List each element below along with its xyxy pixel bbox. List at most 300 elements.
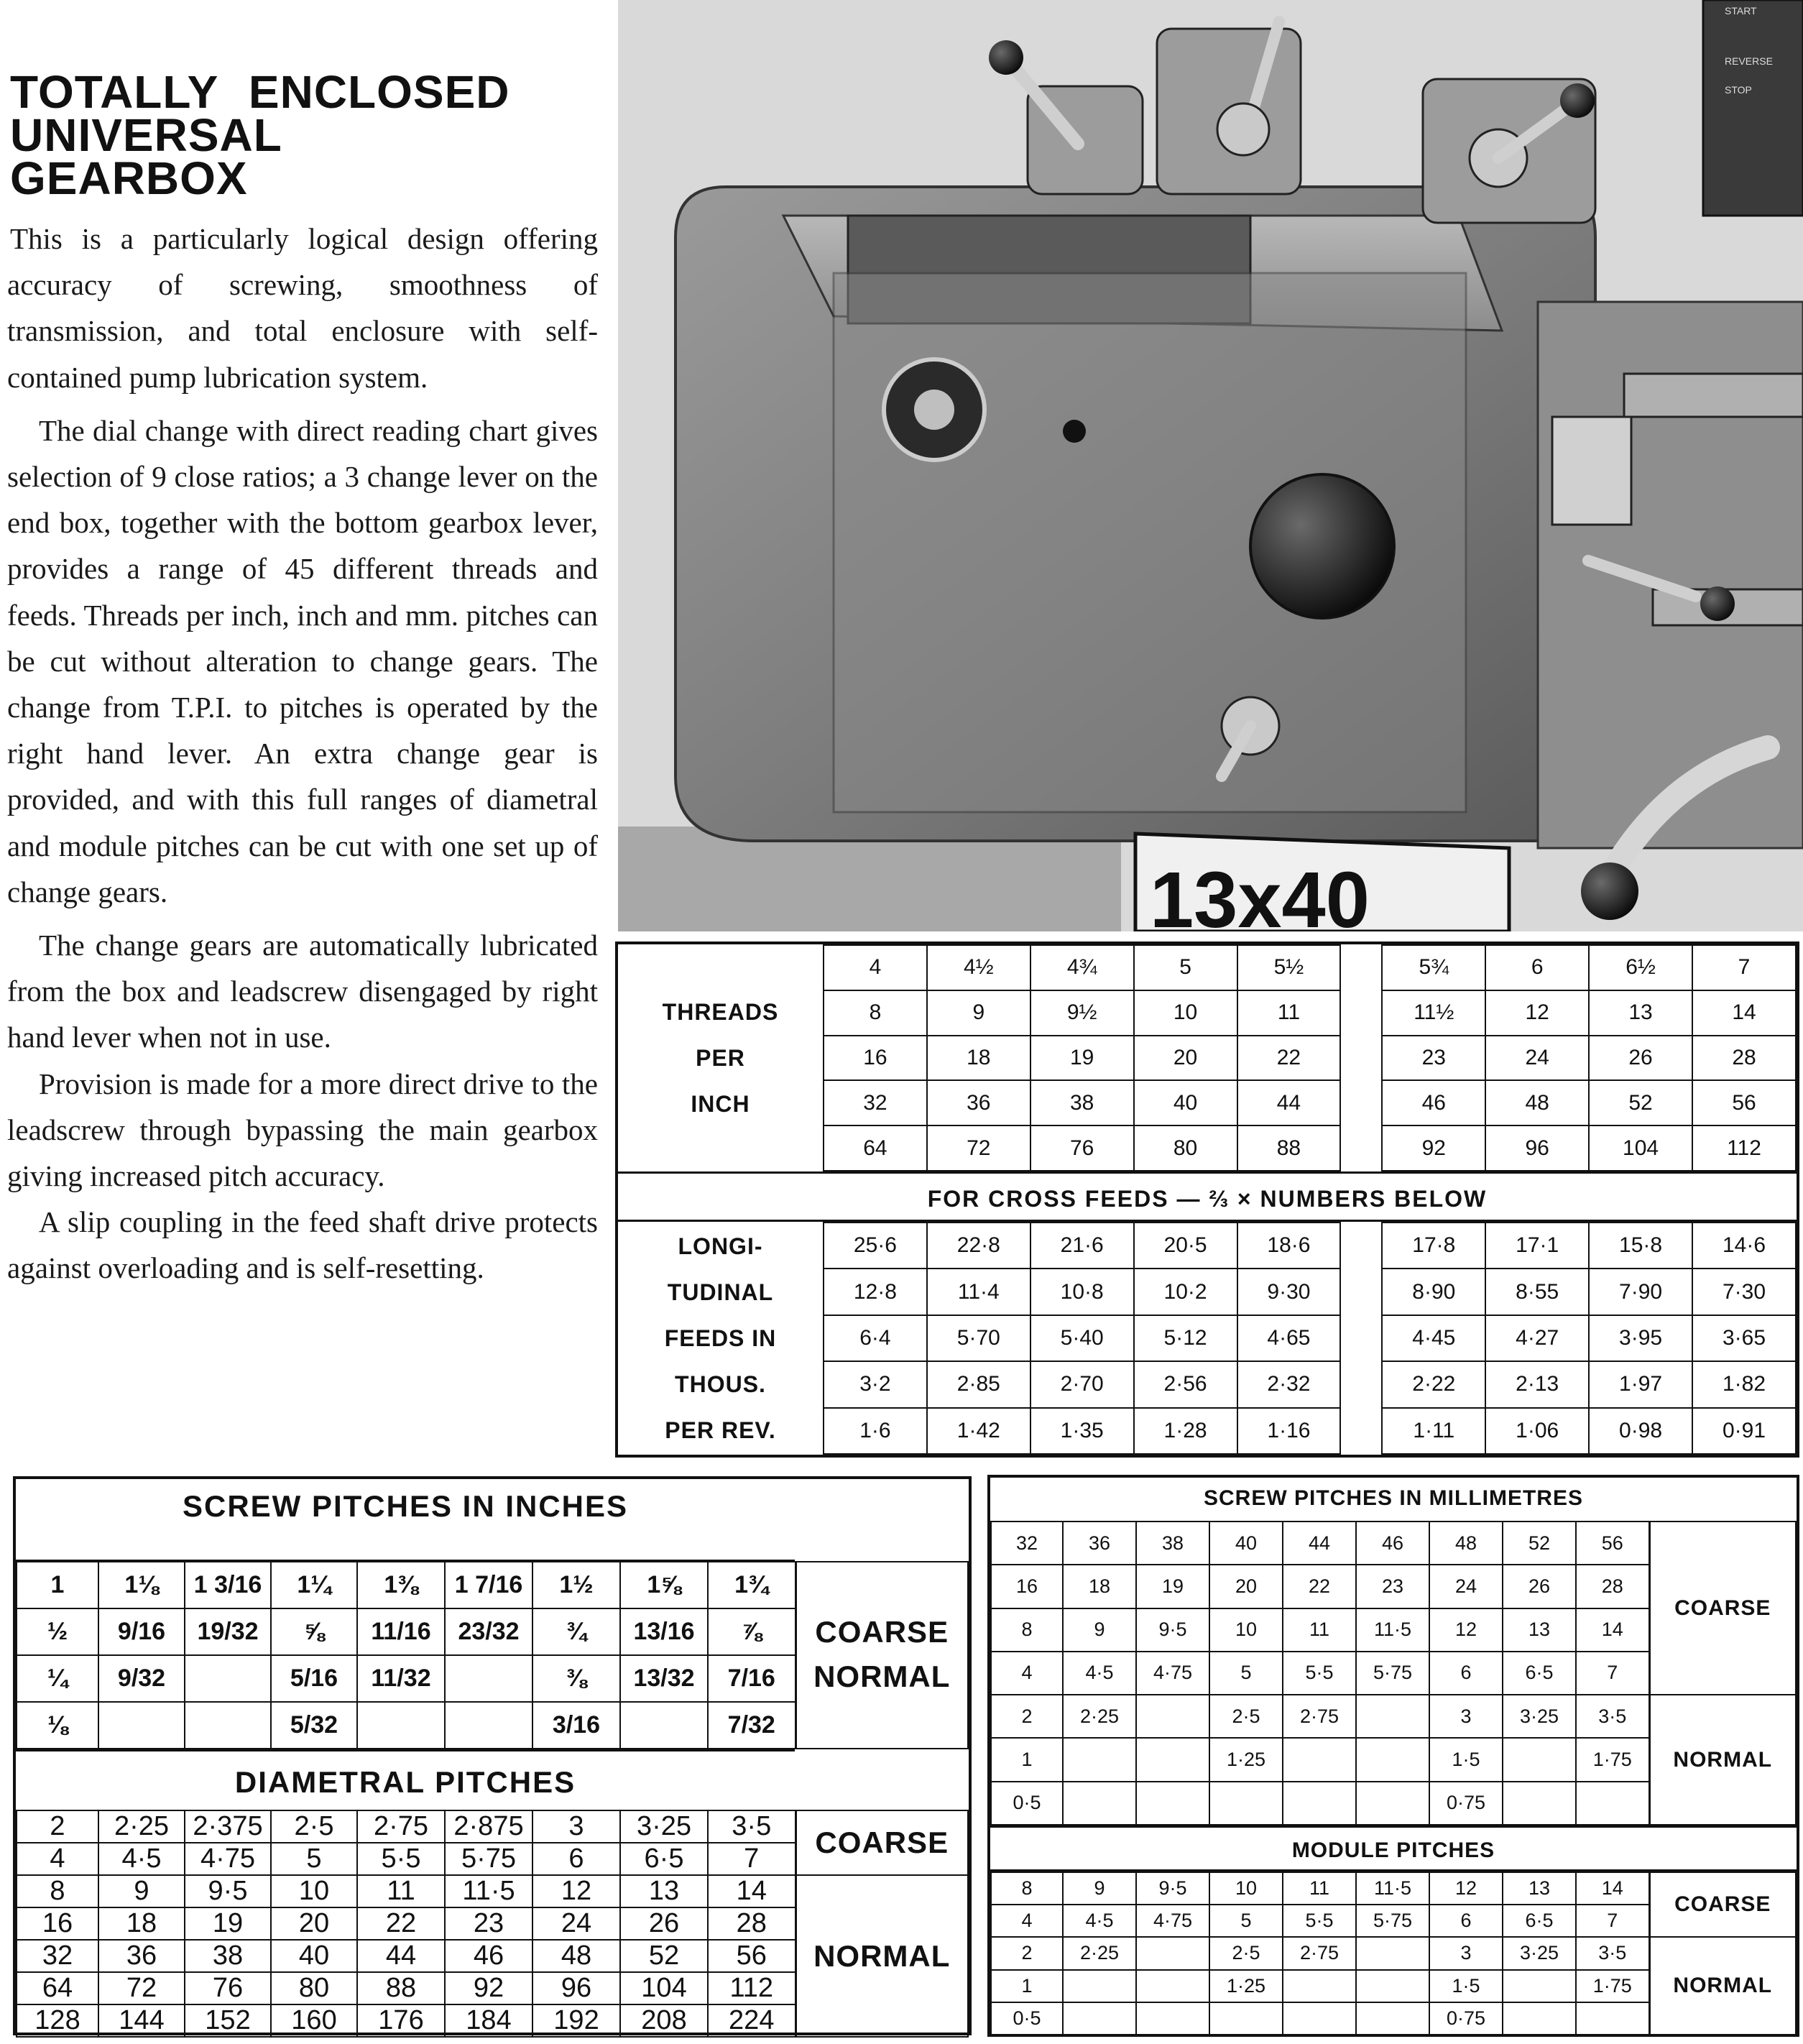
diametral-cell: 8 xyxy=(17,1875,98,1907)
inches-cell: 13/16 xyxy=(620,1608,708,1655)
threads-cell: 8 xyxy=(824,990,927,1036)
module-cell: 0·75 xyxy=(1429,2002,1503,2035)
mm-cell: 36 xyxy=(1063,1522,1136,1565)
paragraph-slip-coupling: A slip coupling in the feed shaft drive protects against overloading and is self-resetting. xyxy=(7,1205,598,1285)
inches-cell: 3/16 xyxy=(532,1702,620,1749)
threads-cell: 96 xyxy=(1485,1125,1589,1171)
feeds-cell: 18·6 xyxy=(1237,1223,1341,1269)
mm-cell: 13 xyxy=(1503,1608,1576,1652)
diametral-cell: 64 xyxy=(17,1972,98,2004)
diametral-cell: 56 xyxy=(708,1940,796,1972)
mm-cell xyxy=(1576,1782,1649,1825)
threads-cell: 46 xyxy=(1382,1080,1485,1125)
module-cell: 0·5 xyxy=(991,2002,1063,2035)
mm-cell: 20 xyxy=(1209,1565,1283,1608)
mm-cell xyxy=(1283,1738,1356,1781)
diametral-cell: 4 xyxy=(17,1843,98,1875)
module-cell: 7 xyxy=(1576,1905,1649,1937)
mm-cell: 28 xyxy=(1576,1565,1649,1608)
feeds-cell: 1·11 xyxy=(1382,1408,1485,1454)
inches-cell: ⅞ xyxy=(708,1608,796,1655)
threads-cell: 16 xyxy=(824,1036,927,1081)
threads-cell: 88 xyxy=(1237,1125,1341,1171)
diametral-cell: 160 xyxy=(271,2004,357,2037)
mm-coarse-label: COARSE xyxy=(1649,1522,1796,1695)
feeds-cell: 6·4 xyxy=(824,1315,927,1361)
mm-cell: 40 xyxy=(1209,1522,1283,1565)
mm-normal-label: NORMAL xyxy=(1649,1695,1796,1825)
screw-pitches-mm-table xyxy=(990,1521,1797,1826)
inches-cell: 7/16 xyxy=(708,1655,796,1702)
threads-label-line: PER xyxy=(696,1045,745,1071)
mm-cell: 5 xyxy=(1209,1652,1283,1695)
module-cell: 4·75 xyxy=(1136,1905,1209,1937)
diametral-row xyxy=(17,1810,968,1843)
feeds-cell: 1·6 xyxy=(824,1408,927,1454)
threads-cell: 4 xyxy=(824,945,927,990)
diametral-cell: 2·875 xyxy=(445,1810,532,1843)
module-pitches-table xyxy=(990,1872,1797,2035)
module-cell xyxy=(1063,2002,1136,2035)
module-cell: 9·5 xyxy=(1136,1872,1209,1905)
module-cell: 10 xyxy=(1209,1872,1283,1905)
module-cell xyxy=(1576,2002,1649,2035)
feeds-cell: 2·22 xyxy=(1382,1361,1485,1407)
mm-cell: 46 xyxy=(1356,1522,1429,1565)
gap-cell xyxy=(1340,1036,1382,1081)
threads-cell: 32 xyxy=(824,1080,927,1125)
feeds-label-line: FEEDS IN xyxy=(664,1325,777,1351)
module-cell: 5·75 xyxy=(1356,1905,1429,1937)
feeds-cell: 9·30 xyxy=(1237,1269,1341,1315)
threads-cell: 12 xyxy=(1485,990,1589,1036)
gap-cell xyxy=(1340,990,1382,1036)
diametral-pitches-table xyxy=(16,1810,969,2038)
module-row xyxy=(991,1872,1796,1905)
inches-cell: 1¼ xyxy=(271,1562,357,1608)
mm-cell: 1·75 xyxy=(1576,1738,1649,1781)
mm-cell: 8 xyxy=(991,1608,1063,1652)
gearbox-illustration xyxy=(618,0,1803,931)
mm-cell: 12 xyxy=(1429,1608,1503,1652)
diametral-cell: 52 xyxy=(620,1940,708,1972)
inches-row xyxy=(17,1562,968,1608)
module-cell xyxy=(1063,1970,1136,2002)
threads-cell: 24 xyxy=(1485,1036,1589,1081)
mm-cell xyxy=(1503,1782,1576,1825)
feeds-cell: 0·91 xyxy=(1692,1408,1796,1454)
diametral-cell: 4·75 xyxy=(185,1843,271,1875)
gearbox-photo xyxy=(618,0,1803,931)
inches-cell: 1¾ xyxy=(708,1562,796,1608)
threads-cell: 76 xyxy=(1030,1125,1134,1171)
module-cell: 6 xyxy=(1429,1905,1503,1937)
threads-cell: 18 xyxy=(927,1036,1030,1081)
inches-cell: 1⅜ xyxy=(357,1562,445,1608)
module-cell: 8 xyxy=(991,1872,1063,1905)
module-cell xyxy=(1356,1937,1429,1969)
feeds-cell: 21·6 xyxy=(1030,1223,1134,1269)
diametral-cell: 11 xyxy=(357,1875,445,1907)
paragraph-intro: This is a particularly logical design offering accuracy of screwing, smoothness of transmission, and total enclosure with self-contained pump lubrication system. xyxy=(7,222,598,394)
diametral-cell: 76 xyxy=(185,1972,271,2004)
diametral-cell: 7 xyxy=(708,1843,796,1875)
mm-cell: 4 xyxy=(991,1652,1063,1695)
module-cell xyxy=(1356,1970,1429,2002)
diametral-cell: 72 xyxy=(98,1972,185,2004)
threads-cell: 10 xyxy=(1134,990,1237,1036)
mm-cell: 0·5 xyxy=(991,1782,1063,1825)
inches-cell: 1 xyxy=(17,1562,98,1608)
diametral-cell: 24 xyxy=(532,1907,620,1940)
module-cell: 1·25 xyxy=(1209,1970,1283,2002)
feeds-cell: 1·16 xyxy=(1237,1408,1341,1454)
feeds-cell: 4·65 xyxy=(1237,1315,1341,1361)
threads-cell: 5¾ xyxy=(1382,945,1485,990)
mm-cell: 44 xyxy=(1283,1522,1356,1565)
threads-cell: 4¾ xyxy=(1030,945,1134,990)
feeds-cell: 1·28 xyxy=(1134,1408,1237,1454)
diametral-cell: 88 xyxy=(357,1972,445,2004)
mm-cell: 5·75 xyxy=(1356,1652,1429,1695)
millimetre-and-module-chart xyxy=(987,1475,1799,2037)
diametral-coarse-label: COARSE xyxy=(796,1810,968,1875)
mm-cell: 22 xyxy=(1283,1565,1356,1608)
inches-cell: 9/32 xyxy=(98,1655,185,1702)
mm-cell: 38 xyxy=(1136,1522,1209,1565)
diametral-cell: 13 xyxy=(620,1875,708,1907)
feeds-cell: 5·70 xyxy=(927,1315,1030,1361)
feeds-cell: 8·55 xyxy=(1485,1269,1589,1315)
diametral-title: DIAMETRAL PITCHES xyxy=(234,1765,576,1799)
mm-cell xyxy=(1063,1738,1136,1781)
inches-cell: 13/32 xyxy=(620,1655,708,1702)
module-cell: 9 xyxy=(1063,1872,1136,1905)
inches-cell xyxy=(185,1655,271,1702)
module-cell: 1 xyxy=(991,1970,1063,2002)
feeds-cell: 12·8 xyxy=(824,1269,927,1315)
mm-title: SCREW PITCHES IN MILLIMETRES xyxy=(1203,1486,1583,1510)
mm-cell: 14 xyxy=(1576,1608,1649,1652)
mm-cell: 1·25 xyxy=(1209,1738,1283,1781)
mm-cell xyxy=(1503,1738,1576,1781)
module-cell xyxy=(1136,1970,1209,2002)
mm-cell xyxy=(1063,1782,1136,1825)
mm-cell: 11·5 xyxy=(1356,1608,1429,1652)
mm-cell: 3 xyxy=(1429,1695,1503,1738)
diametral-cell: 112 xyxy=(708,1972,796,2004)
inches-cell: 5/16 xyxy=(271,1655,357,1702)
threads-cell: 9 xyxy=(927,990,1030,1036)
mm-cell: 5·5 xyxy=(1283,1652,1356,1695)
inches-normal-label: NORMAL xyxy=(796,1655,968,1749)
diametral-cell: 96 xyxy=(532,1972,620,2004)
gap-cell xyxy=(1340,1269,1382,1315)
threads-cell: 20 xyxy=(1134,1036,1237,1081)
gap-cell xyxy=(1340,1223,1382,1269)
inches-cell xyxy=(445,1655,532,1702)
diametral-row xyxy=(17,1875,968,1907)
threads-cell: 6½ xyxy=(1589,945,1692,990)
diametral-cell: 92 xyxy=(445,1972,532,2004)
module-cell: 1·75 xyxy=(1576,1970,1649,2002)
module-cell: 14 xyxy=(1576,1872,1649,1905)
mm-cell: 10 xyxy=(1209,1608,1283,1652)
threads-cell: 80 xyxy=(1134,1125,1237,1171)
gap-cell xyxy=(1340,1361,1382,1407)
diametral-cell: 9·5 xyxy=(185,1875,271,1907)
diametral-cell: 26 xyxy=(620,1907,708,1940)
inches-cell: 5/32 xyxy=(271,1702,357,1749)
inches-cell: ½ xyxy=(17,1608,98,1655)
diametral-cell: 6 xyxy=(532,1843,620,1875)
threads-cell: 40 xyxy=(1134,1080,1237,1125)
module-cell: 12 xyxy=(1429,1872,1503,1905)
feeds-cell: 5·40 xyxy=(1030,1315,1134,1361)
feeds-cell: 8·90 xyxy=(1382,1269,1485,1315)
mm-cell: 6 xyxy=(1429,1652,1503,1695)
threads-label xyxy=(618,945,824,1171)
feeds-cell: 20·5 xyxy=(1134,1223,1237,1269)
diametral-cell: 16 xyxy=(17,1907,98,1940)
feeds-label-line: PER REV. xyxy=(665,1417,776,1443)
threads-row xyxy=(618,945,1796,990)
feeds-cell: 2·70 xyxy=(1030,1361,1134,1407)
page-heading xyxy=(10,66,599,204)
diametral-cell: 3 xyxy=(532,1810,620,1843)
diametral-cell: 152 xyxy=(185,2004,271,2037)
diametral-cell: 12 xyxy=(532,1875,620,1907)
threads-cell: 7 xyxy=(1692,945,1796,990)
inches-cell: ¼ xyxy=(17,1655,98,1702)
feeds-cell: 2·85 xyxy=(927,1361,1030,1407)
inches-cell: 1 3/16 xyxy=(185,1562,271,1608)
module-cell xyxy=(1136,1937,1209,1969)
longitudinal-feeds-table xyxy=(618,1222,1797,1455)
feeds-cell: 2·32 xyxy=(1237,1361,1341,1407)
module-cell xyxy=(1283,2002,1356,2035)
mm-cell: 4·75 xyxy=(1136,1652,1209,1695)
mm-cell: 56 xyxy=(1576,1522,1649,1565)
threads-cell: 92 xyxy=(1382,1125,1485,1171)
diametral-cell: 10 xyxy=(271,1875,357,1907)
threads-cell: 64 xyxy=(824,1125,927,1171)
module-cell: 2·5 xyxy=(1209,1937,1283,1969)
gap-cell xyxy=(1340,1125,1382,1171)
inches-cell: 23/32 xyxy=(445,1608,532,1655)
diametral-cell: 11·5 xyxy=(445,1875,532,1907)
diametral-cell: 48 xyxy=(532,1940,620,1972)
threads-label-line: INCH xyxy=(691,1091,750,1117)
diametral-cell: 28 xyxy=(708,1907,796,1940)
diametral-cell: 104 xyxy=(620,1972,708,2004)
threads-cell: 4½ xyxy=(927,945,1030,990)
diametral-cell: 22 xyxy=(357,1907,445,1940)
feeds-cell: 17·1 xyxy=(1485,1223,1589,1269)
diametral-cell: 224 xyxy=(708,2004,796,2037)
inches-cell: ¾ xyxy=(532,1608,620,1655)
module-cell xyxy=(1503,2002,1576,2035)
feeds-cell: 10·8 xyxy=(1030,1269,1134,1315)
threads-feeds-chart xyxy=(615,942,1799,1458)
inches-coarse-label: COARSE xyxy=(796,1562,968,1655)
threads-cell: 28 xyxy=(1692,1036,1796,1081)
module-cell: 5 xyxy=(1209,1905,1283,1937)
gap-cell xyxy=(1340,1408,1382,1454)
mm-row xyxy=(991,1695,1796,1738)
threads-cell: 5½ xyxy=(1237,945,1341,990)
inches-title: SCREW PITCHES IN INCHES xyxy=(182,1489,629,1523)
module-coarse-label: COARSE xyxy=(1649,1872,1796,1937)
threads-cell: 52 xyxy=(1589,1080,1692,1125)
mm-cell: 7 xyxy=(1576,1652,1649,1695)
mm-cell xyxy=(1356,1695,1429,1738)
mm-cell: 2 xyxy=(991,1695,1063,1738)
module-cell: 13 xyxy=(1503,1872,1576,1905)
feeds-cell: 3·95 xyxy=(1589,1315,1692,1361)
mm-cell: 0·75 xyxy=(1429,1782,1503,1825)
threads-cell: 14 xyxy=(1692,990,1796,1036)
threads-cell: 9½ xyxy=(1030,990,1134,1036)
paragraph-dial-change: The dial change with direct reading chart gives selection of 9 close ratios; a 3 change lever on the end box, together with the bottom gearbox lever, provides a range of 45 different threads and feeds. Threads per inch, inch and mm. pitches can be cut without alteration to change gears. The change from T.P.I. to pitches is operated by the right hand lever. An extra change gear is provided, and with this full ranges of diametral and module pitches can be cut with one set up of change gears. xyxy=(7,413,598,908)
screw-pitches-inches-table xyxy=(16,1561,969,1749)
inches-cell: 7/32 xyxy=(708,1702,796,1749)
mm-cell: 2·25 xyxy=(1063,1695,1136,1738)
mm-cell: 48 xyxy=(1429,1522,1503,1565)
diametral-cell: 2·5 xyxy=(271,1810,357,1843)
diametral-cell: 128 xyxy=(17,2004,98,2037)
feeds-cell: 1·97 xyxy=(1589,1361,1692,1407)
mm-cell: 16 xyxy=(991,1565,1063,1608)
plate-label: 13x40 xyxy=(1150,856,1370,931)
mm-cell xyxy=(1136,1782,1209,1825)
diametral-normal-label: NORMAL xyxy=(796,1875,968,2037)
feeds-cell: 25·6 xyxy=(824,1223,927,1269)
diametral-cell: 9 xyxy=(98,1875,185,1907)
mm-cell: 32 xyxy=(991,1522,1063,1565)
inches-cell xyxy=(357,1702,445,1749)
module-cell xyxy=(1283,1970,1356,2002)
mm-cell: 2·5 xyxy=(1209,1695,1283,1738)
feeds-cell: 2·56 xyxy=(1134,1361,1237,1407)
inches-cell: ⅝ xyxy=(271,1608,357,1655)
module-row xyxy=(991,1937,1796,1969)
feeds-cell: 11·4 xyxy=(927,1269,1030,1315)
mm-cell: 6·5 xyxy=(1503,1652,1576,1695)
body-text xyxy=(7,216,598,1292)
heading-line-2: UNIVERSAL xyxy=(10,109,282,161)
inches-cell xyxy=(98,1702,185,1749)
feeds-cell: 0·98 xyxy=(1589,1408,1692,1454)
diametral-cell: 19 xyxy=(185,1907,271,1940)
module-cell: 3 xyxy=(1429,1937,1503,1969)
diametral-cell: 2·375 xyxy=(185,1810,271,1843)
diametral-cell: 208 xyxy=(620,2004,708,2037)
module-cell: 11 xyxy=(1283,1872,1356,1905)
diametral-cell: 46 xyxy=(445,1940,532,1972)
threads-cell: 22 xyxy=(1237,1036,1341,1081)
feeds-cell: 3·65 xyxy=(1692,1315,1796,1361)
feeds-cell: 3·2 xyxy=(824,1361,927,1407)
inches-cell: 1 7/16 xyxy=(445,1562,532,1608)
mm-cell: 4·5 xyxy=(1063,1652,1136,1695)
cross-feeds-note: FOR CROSS FEEDS — ⅔ × NUMBERS BELOW xyxy=(618,1171,1797,1222)
threads-cell: 48 xyxy=(1485,1080,1589,1125)
threads-cell: 38 xyxy=(1030,1080,1134,1125)
diametral-cell: 3·25 xyxy=(620,1810,708,1843)
diametral-cell: 184 xyxy=(445,2004,532,2037)
module-cell: 5·5 xyxy=(1283,1905,1356,1937)
feeds-cell: 14·6 xyxy=(1692,1223,1796,1269)
mm-cell: 1·5 xyxy=(1429,1738,1503,1781)
threads-label-line: THREADS xyxy=(662,999,779,1025)
diametral-cell: 6·5 xyxy=(620,1843,708,1875)
mm-cell: 1 xyxy=(991,1738,1063,1781)
diametral-cell: 38 xyxy=(185,1940,271,1972)
feeds-label xyxy=(618,1223,824,1454)
mm-cell xyxy=(1356,1782,1429,1825)
module-cell: 3·5 xyxy=(1576,1937,1649,1969)
heading-line-3: GEARBOX xyxy=(10,152,248,204)
diametral-cell: 144 xyxy=(98,2004,185,2037)
threads-cell: 11 xyxy=(1237,990,1341,1036)
mm-cell: 24 xyxy=(1429,1565,1503,1608)
inches-cell: ⅛ xyxy=(17,1702,98,1749)
threads-cell: 23 xyxy=(1382,1036,1485,1081)
diametral-cell: 5·75 xyxy=(445,1843,532,1875)
module-cell: 3·25 xyxy=(1503,1937,1576,1969)
module-cell: 2 xyxy=(991,1937,1063,1969)
feeds-cell: 4·45 xyxy=(1382,1315,1485,1361)
inches-cell: 9/16 xyxy=(98,1608,185,1655)
threads-cell: 44 xyxy=(1237,1080,1341,1125)
diametral-cell: 40 xyxy=(271,1940,357,1972)
feeds-cell: 1·82 xyxy=(1692,1361,1796,1407)
mm-cell: 52 xyxy=(1503,1522,1576,1565)
inches-row xyxy=(17,1655,968,1702)
feeds-cell: 1·35 xyxy=(1030,1408,1134,1454)
feeds-cell: 1·06 xyxy=(1485,1408,1589,1454)
diametral-cell: 2·75 xyxy=(357,1810,445,1843)
paragraph-lubrication: The change gears are automatically lubricated from the box and leadscrew disengaged by right hand lever when not in use. xyxy=(7,929,598,1054)
mm-cell xyxy=(1283,1782,1356,1825)
threads-cell: 104 xyxy=(1589,1125,1692,1171)
module-cell xyxy=(1136,2002,1209,2035)
gap-cell xyxy=(1340,945,1382,990)
feeds-cell: 10·2 xyxy=(1134,1269,1237,1315)
threads-cell: 6 xyxy=(1485,945,1589,990)
mm-cell xyxy=(1209,1782,1283,1825)
diametral-cell: 44 xyxy=(357,1940,445,1972)
mm-cell: 11 xyxy=(1283,1608,1356,1652)
threads-per-inch-table xyxy=(618,944,1797,1171)
mm-cell xyxy=(1136,1695,1209,1738)
diametral-cell: 2 xyxy=(17,1810,98,1843)
module-cell xyxy=(1356,2002,1429,2035)
diametral-cell: 18 xyxy=(98,1907,185,1940)
feeds-cell: 17·8 xyxy=(1382,1223,1485,1269)
diametral-cell: 176 xyxy=(357,2004,445,2037)
inches-cell: 11/16 xyxy=(357,1608,445,1655)
feeds-row xyxy=(618,1223,1796,1269)
mm-cell: 18 xyxy=(1063,1565,1136,1608)
feeds-label-line: LONGI- xyxy=(678,1233,763,1259)
module-cell: 1·5 xyxy=(1429,1970,1503,2002)
mm-cell xyxy=(1136,1738,1209,1781)
inches-cell xyxy=(620,1702,708,1749)
diametral-cell: 80 xyxy=(271,1972,357,2004)
mm-cell: 9 xyxy=(1063,1608,1136,1652)
